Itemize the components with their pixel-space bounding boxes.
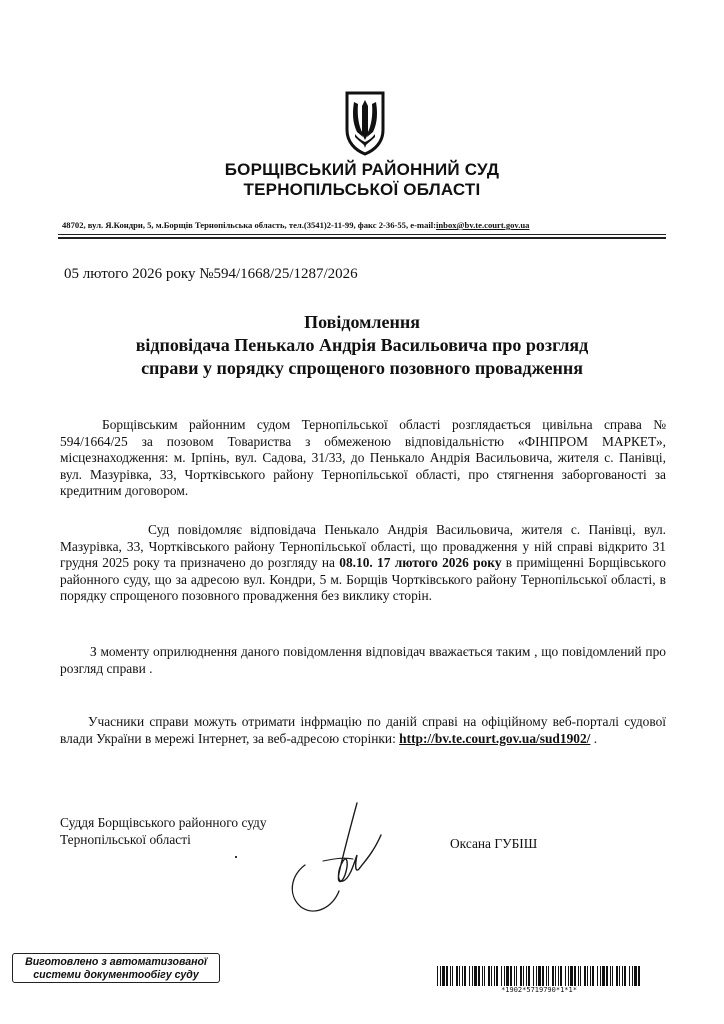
stamp-line1: Виготовлено з автоматизованої [25, 956, 207, 968]
barcode-bar [450, 966, 451, 986]
header-divider [58, 234, 666, 235]
document-date-number: 05 лютого 2026 року №594/1668/25/1287/2026 [64, 266, 358, 282]
notice-subtitle-line2: справи у порядку спрощеного позовного провадження [141, 358, 583, 378]
barcode-bar [504, 966, 505, 986]
web-info-end: . [590, 730, 598, 746]
stray-dot [235, 856, 237, 858]
barcode-bar [520, 966, 522, 986]
coat-of-arms-icon [341, 90, 389, 156]
barcode-bar [478, 966, 480, 986]
barcode-bar [629, 966, 630, 986]
barcode-bar [496, 966, 498, 986]
barcode-bar [610, 966, 611, 986]
barcode-bar [474, 966, 477, 986]
barcode-bar [464, 966, 466, 986]
barcode-bar [506, 966, 509, 986]
barcode-bar [612, 966, 613, 986]
paragraph-case-info: Борщівським районним судом Тернопільської області розглядається цивільна справа № 594/1664/25 за позовом Товариства з обмеженою відповідальністю «ФІНПРОМ МАРКЕТ», місцезнаходження: м. Ірпінь, вул. Садова, 31/33, до Пенькало Андрія Васильовича, жителя с. Панівці, вул. Мазурівка, 33, Чортківського району Тернопільської області, про стягнення заборгованості за кредитним договором. [60, 417, 666, 499]
judge-role-line2: Тернопільської області [60, 832, 191, 847]
court-name-line1: БОРЩІВСЬКИЙ РАЙОННИЙ СУД [224, 160, 500, 179]
barcode-bar [600, 966, 601, 986]
barcode-bar [538, 966, 541, 986]
barcode-bar [568, 966, 569, 986]
barcode-bar [482, 966, 483, 986]
barcode-bar [459, 966, 460, 986]
barcode-bar [634, 966, 637, 986]
barcode-bar [516, 966, 517, 986]
barcode-bar [580, 966, 581, 986]
barcode-bar [542, 966, 544, 986]
barcode-bar [536, 966, 537, 986]
barcode-bar [514, 966, 515, 986]
barcode-bar [494, 966, 495, 986]
barcode-bar [574, 966, 576, 986]
paragraph-notification [60, 522, 666, 605]
notification-text-b: в приміщенні Борщівського районного суду, що за адресою вул. Кондри, 5 м. Борщів Чортківського району Тернопільської області, в порядку спрощеного позовного провадження без виклику сторін. [60, 555, 667, 604]
barcode-bar [472, 966, 473, 986]
barcode-bar [548, 966, 549, 986]
court-website-link[interactable]: http://bv.te.court.gov.ua/sud1902/ [399, 730, 591, 746]
barcode-bar [606, 966, 608, 986]
paragraph-web-info [60, 714, 666, 747]
barcode-bar [446, 966, 448, 986]
hearing-date: 08.10. 17 лютого 2026 року [339, 555, 502, 571]
paragraph-considered-notified: З моменту оприлюднення даного повідомлення відповідач вважається таким , що повідомлений про розгляд справи . [60, 644, 666, 676]
barcode-bar [587, 966, 588, 986]
barcode-bar [469, 966, 470, 986]
barcode-bar [619, 966, 620, 986]
barcode-bar [526, 966, 527, 986]
email-link[interactable]: inbox@bv.te.court.gov.ua [436, 220, 530, 230]
barcode-bar [632, 966, 633, 986]
notice-subtitle-line1: відповідача Пенькало Андрія Васильовича про розгляд [135, 335, 589, 355]
barcode-bar [462, 966, 463, 986]
barcode-bar [638, 966, 640, 986]
barcode-bar [510, 966, 512, 986]
judge-title [60, 814, 267, 848]
barcode-bar [440, 966, 441, 986]
barcode-bar [592, 966, 594, 986]
barcode-bar [616, 966, 618, 986]
stamp-line2: системи документообігу суду [33, 969, 199, 981]
handwritten-signature [285, 795, 410, 920]
barcode-bar [570, 966, 573, 986]
barcode-bar [442, 966, 445, 986]
judge-name: Оксана ГУБІШ [450, 836, 538, 851]
barcode [437, 966, 641, 986]
barcode-bar [578, 966, 579, 986]
barcode-bar [528, 966, 530, 986]
judge-role-line1: Суддя Борщівського районного суду [60, 815, 267, 830]
barcode-bar [565, 966, 566, 986]
barcode-bar [523, 966, 524, 986]
barcode-bar [597, 966, 598, 986]
barcode-bar [533, 966, 534, 986]
automated-system-stamp [12, 953, 220, 983]
barcode-bar [560, 966, 562, 986]
notification-text-a: Суд повідомляє відповідача Пенькало Андрія Васильовича, жителя с. Панівці, вул. Мазурівка, 33, Чортківського району Тернопільської області, що провадження у ній справі відкрито 31 грудня 2025 року та призначено до розгляду на [60, 522, 666, 571]
barcode-bar [501, 966, 502, 986]
address-text: 48702, вул. Я.Кондри, 5, м.Борщів Тернопільська область, тел.(3541)2-11-99, факс 2-36-55, e-mail: [62, 220, 437, 230]
barcode-bar [590, 966, 591, 986]
barcode-number: *1902*5719790*1*1* [501, 986, 577, 994]
barcode-bar [546, 966, 547, 986]
barcode-bar [456, 966, 458, 986]
court-name-line2: ТЕРНОПІЛЬСЬКОЇ ОБЛАСТІ [243, 180, 481, 199]
barcode-bar [584, 966, 586, 986]
header-divider-thick [58, 237, 666, 239]
barcode-bar [488, 966, 490, 986]
barcode-bar [602, 966, 605, 986]
barcode-bar [622, 966, 623, 986]
notice-title: Повідомлення [304, 312, 420, 332]
barcode-bar [452, 966, 453, 986]
web-info-text: Учасники справи можуть отримати інфрмацію по даній справі на офіційному веб-порталі судової влади України в мережі Інтернет, за веб-адресою сторінки: [60, 714, 666, 746]
barcode-bar [552, 966, 554, 986]
barcode-bar [558, 966, 559, 986]
court-address [62, 220, 672, 230]
barcode-bar [624, 966, 626, 986]
barcode-bar [491, 966, 492, 986]
barcode-bar [437, 966, 438, 986]
barcode-bar [484, 966, 485, 986]
barcode-bar [555, 966, 556, 986]
